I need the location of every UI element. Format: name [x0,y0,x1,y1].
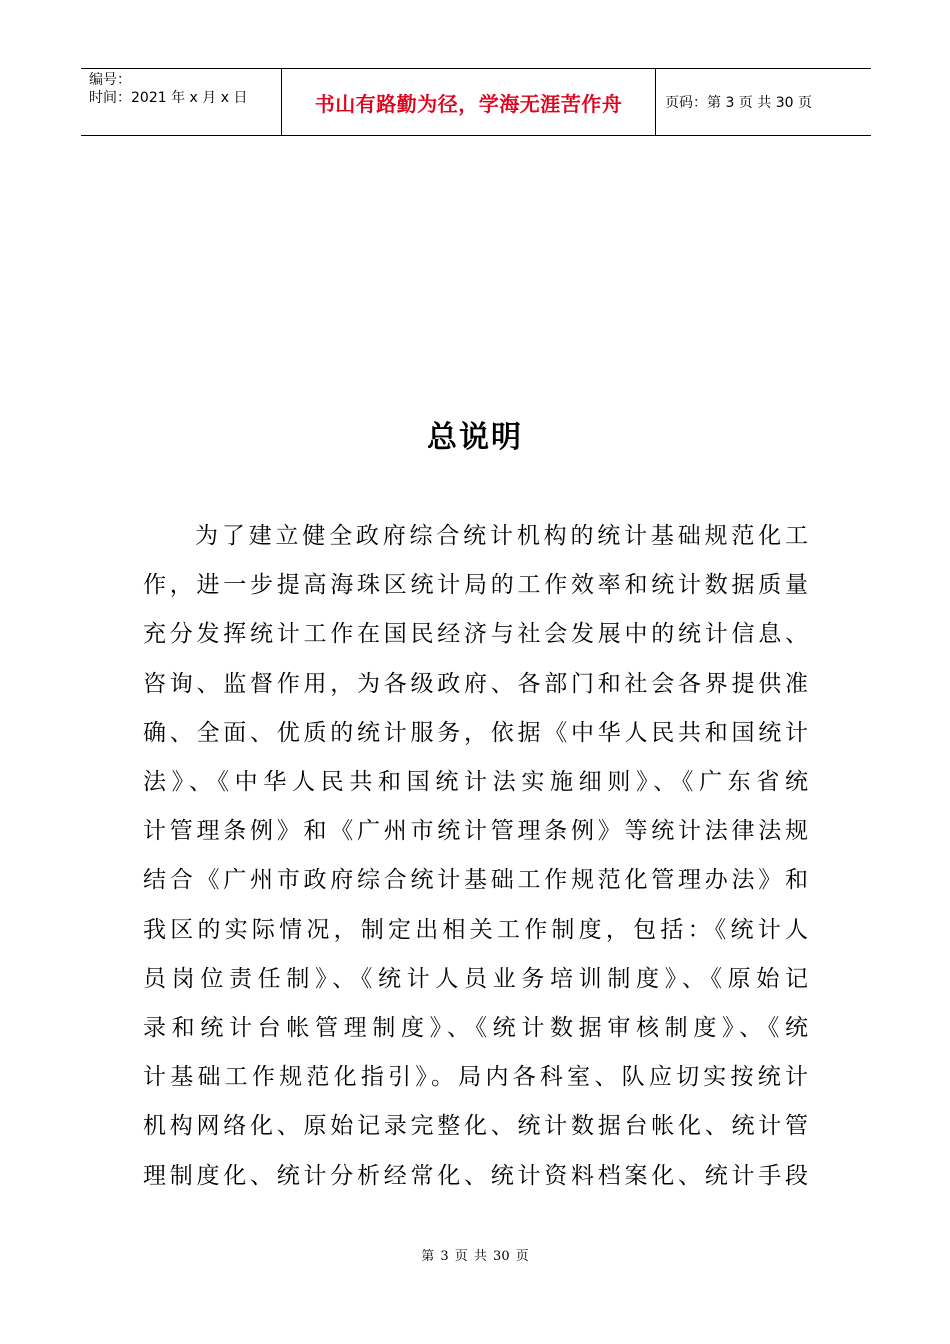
body-line: 充分发挥统计工作在国民经济与社会发展中的统计信息、 [143,621,808,648]
document-date-label: 时间：2021 年 x 月 x 日 [89,90,248,106]
header-meta-cell [81,69,282,135]
document-body [143,512,808,1201]
document-title: 总说明 [427,420,523,455]
header-motto-cell [282,69,656,135]
body-line: 我区的实际情况，制定出相关工作制度，包括：《统计人 [143,916,808,943]
header-page-info: 页码：第 3 页 共 30 页 [665,95,812,111]
body-line: 为了建立健全政府综合统计机构的统计基础规范化工 [195,523,808,549]
body-line: 员岗位责任制》、《统计人员业务培训制度》、《原始记 [143,965,808,992]
body-line: 作，进一步提高海珠区统计局的工作效率和统计数据质量 [143,572,808,599]
body-line: 计管理条例》和《广州市统计管理条例》等统计法律法规 [143,818,808,845]
body-line: 机构网络化、原始记录完整化、统计数据台帐化、统计管 [143,1113,808,1140]
body-line: 咨询、监督作用，为各级政府、各部门和社会各界提供准 [143,670,808,697]
page-footer: 第 3 页 共 30 页 [421,1249,529,1264]
document-number-label: 编号： [89,72,131,88]
body-line: 计基础工作规范化指引》。局内各科室、队应切实按统计 [143,1064,808,1091]
header-page-cell [656,69,871,135]
page-header [81,68,871,136]
header-motto: 书山有路勤为径，学海无涯苦作舟 [314,91,623,116]
body-line: 结合《广州市政府综合统计基础工作规范化管理办法》和 [143,867,808,894]
body-line: 法》、《中华人民共和国统计法实施细则》、《广东省统 [143,769,808,796]
body-line: 录和统计台帐管理制度》、《统计数据审核制度》、《统 [143,1015,808,1042]
body-line: 确、全面、优质的统计服务，依据《中华人民共和国统计 [143,719,808,746]
body-line: 理制度化、统计分析经常化、统计资料档案化、统计手段 [143,1162,808,1189]
